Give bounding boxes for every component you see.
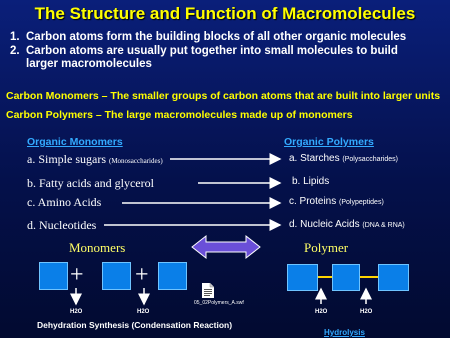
double-arrow-icon <box>192 236 260 258</box>
polymer-item-c-note: (Polypeptides) <box>339 199 384 206</box>
point-1-text: Carbon atoms form the building blocks of all other organic molecules <box>26 31 407 43</box>
flash-file-icon[interactable] <box>202 283 214 298</box>
point-2-text-line-2: larger macromolecules <box>26 58 152 70</box>
point-2-text-line-1: Carbon atoms are usually put together into small molecules to build <box>26 45 398 57</box>
monomer-box-3 <box>158 262 187 290</box>
polymer-item-a-label: a. Starches <box>289 153 343 164</box>
flash-file-name[interactable]: 05_02Polymers_A.swf <box>194 300 244 306</box>
monomer-item-a-note: (Monosaccharides) <box>109 157 163 165</box>
point-1-number: 1. <box>10 31 20 43</box>
hydrolysis-link[interactable]: Hydrolysis <box>324 328 365 337</box>
polymer-label: Polymer <box>304 240 349 255</box>
polymer-box-1 <box>287 264 318 291</box>
monomer-box-2 <box>102 262 131 290</box>
polymer-definition: Carbon Polymers – The large macromolecules made up of monomers <box>6 109 353 121</box>
h2o-label-3: H2O <box>315 309 328 315</box>
organic-polymers-link[interactable]: Organic Polymers <box>284 136 374 148</box>
monomer-definition: Carbon Monomers – The smaller groups of carbon atoms that are built into larger units <box>6 90 441 102</box>
polymer-box-2 <box>332 264 360 291</box>
slide-title: The Structure and Function of Macromolecules <box>34 4 416 23</box>
polymer-item-d-note: (DNA & RNA) <box>362 222 405 229</box>
monomers-label: Monomers <box>69 240 126 255</box>
plus-sign-2: + <box>135 262 149 288</box>
monomer-item-b-label: b. Fatty acids and glycerol <box>27 176 154 190</box>
plus-sign-1: + <box>70 262 84 288</box>
dehydration-caption: Dehydration Synthesis (Condensation Reaction) <box>37 320 233 330</box>
monomer-item-c-label: c. Amino Acids <box>27 195 102 209</box>
h2o-label-1: H2O <box>70 309 83 315</box>
point-2-number: 2. <box>10 45 20 57</box>
polymer-item-d-label: d. Nucleic Acids <box>289 219 363 230</box>
organic-monomers-link[interactable]: Organic Monomers <box>27 136 123 148</box>
polymer-item-a-note: (Polysaccharides) <box>342 156 398 163</box>
monomer-item-d-label: d. Nucleotides <box>27 218 97 232</box>
h2o-label-4: H2O <box>360 309 373 315</box>
polymer-item-b-label: b. Lipids <box>292 176 330 187</box>
h2o-label-2: H2O <box>137 309 150 315</box>
polymer-item-c-label: c. Proteins <box>289 196 340 207</box>
polymer-box-3 <box>378 264 409 291</box>
monomer-box-1 <box>39 262 68 290</box>
monomer-item-a-label: a. Simple sugars <box>27 152 109 166</box>
